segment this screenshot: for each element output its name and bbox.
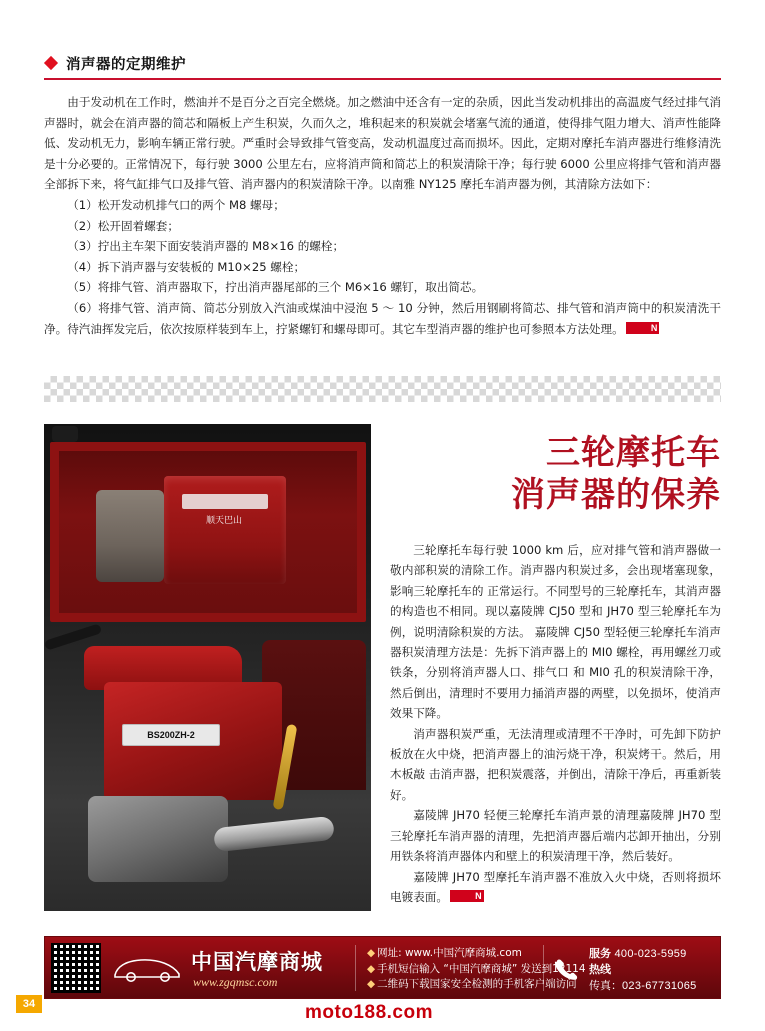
mirror: [52, 426, 78, 442]
banner-divider: [543, 945, 544, 991]
service-label-2: 热线: [589, 963, 611, 976]
bullet-icon: ◆: [367, 962, 376, 975]
service-label-1: 服务: [589, 947, 611, 960]
cargo-box: [164, 476, 286, 584]
paragraph: （4）拆下消声器与安装板的 M10×25 螺栓；: [67, 259, 306, 274]
bullet-icon: ◆: [367, 978, 376, 990]
fax-row: [589, 978, 697, 994]
paragraph: 三轮摩托车每行驶 1000 km 后，应对排气管和消声器做一敬内部积炭的清除工作。消声器内积炭过多，会出现堵塞现象，影响三轮摩托车的 正常运行。不同型号的三轮摩托车，其消声器的构造也不相同。现以嘉陵牌 CJ50 型和 JH70 型三轮摩托车为例，说明清除积炭的方法。 嘉陵牌 CJ50 型轻便三轮摩托车消声器积炭清理方法是：先拆下消声器上的 MI0 螺栓，再用螺丝刀或铁条，分别将消声器人口、排气口 和 MI0 孔的积炭清除干净，然后倒出，清理时不要用力捅消声器的两壁，以免损坏，使消声效果下降。: [390, 543, 721, 721]
fax-number: 023-67731065: [622, 980, 697, 992]
info-line-text: 网址: www.中国汽摩商城.com: [377, 947, 522, 959]
bullet-icon: ◆: [367, 947, 376, 959]
service-info: [589, 946, 697, 994]
article-headline: [388, 432, 721, 516]
qr-code-icon: [51, 943, 101, 993]
engine-block: [88, 796, 228, 882]
brand-badge: 顺天巴山: [205, 516, 242, 526]
right-article-body: [390, 540, 721, 907]
banner-divider: [355, 945, 356, 991]
checker-divider: [44, 376, 721, 402]
car-icon: [111, 955, 183, 983]
service-phone: 400-023-5959: [614, 948, 687, 960]
top-article-body: [44, 92, 721, 339]
fax-label: 传真：: [589, 979, 622, 992]
cargo-box-label: [182, 494, 268, 509]
paragraph: 消声器积炭严重，无法清理或清理不干净时，可先卸下防护板放在火中烧，把消声器上的油污烧干净，积炭烤干。然后，用木板敲 击消声器，把积炭震落，并倒出，清除干净后，再重新装好。: [390, 726, 721, 802]
phone-icon: [553, 957, 579, 981]
fuel-tank: [96, 490, 164, 582]
model-plate: BS200ZH-2: [122, 724, 220, 746]
paragraph-text: （6）将排气管、消声筒、简芯分别放入汽油或煤油中浸泡 5 ～ 10 分钟，然后用钢刷将简芯、排气管和消声筒中的积炭清洗干净。待汽油挥发完后，依次按原样装到车上，拧紧螺钉和螺母即可。其它车型消声器的维护也可参照本方法处理。: [44, 300, 721, 336]
info-line-text: 手机短信输入 “中国汽摩商城” 发送到12114: [377, 962, 586, 975]
paragraph-text: 嘉陵牌 JH70 型摩托车消声器不准放入火中烧，否则将损坏电镀表面。: [390, 869, 721, 904]
page-number: 34: [16, 995, 42, 1013]
motorcycle-photo: [44, 424, 371, 911]
brand-name: 中国汽摩商城: [191, 950, 323, 974]
brand-url[interactable]: www.zgqmsc.com: [193, 975, 278, 989]
diamond-bullet-icon: [44, 56, 58, 70]
end-mark-badge: N: [450, 890, 484, 902]
paragraph: 嘉陵牌 JH70 轻便三轮摩托车消声景的清理嘉陵牌 JH70 型三轮摩托车消声器的清理，先把消声器后端内芯卸开抽出，分别用铁条将消声器体内和壁上的积炭清理干净，然后装好。: [390, 808, 721, 864]
paragraph: 由于发动机在工作时，燃油并不是百分之百完全燃烧。加之燃油中还含有一定的杂质，因此当发动机排出的高温废气经过排气消声器时，就会在消声器的简芯和隔板上产生积炭，久而久之，堆积起来的积炭就会堵塞气流的通道，使得排气阻力增大、消声性能降低、发动机无力，影响车辆正常行驶。严重时会导致排气管变高，发动机温度过高而损坏。因此，定期对摩托车消声器进行维修清洗是十分必要的。正常情况下，每行驶 3000 公里左右，应将消声筒和简芯上的积炭清除干净；每行驶 6000 公里应将排气管和消声器全部拆下来，将气缸排气口及排气管、消声器内的积炭清除干净。以南雅 NY125 摩托车消声器为例，其清除方法如下：: [44, 95, 721, 192]
service-hotline-row: [589, 962, 697, 978]
site-watermark: moto188.com: [305, 1002, 433, 1023]
paragraph: （3）拧出主车架下面安装消声器的 M8×16 的螺栓；: [67, 239, 345, 254]
section-header: [44, 52, 721, 80]
paragraph: （5）将排气管、消声器取下，拧出消声器尾部的三个 M6×16 螺钉，取出简芯。: [67, 280, 484, 295]
paragraph: （2）松开固着螺套；: [67, 218, 179, 233]
headline-line-1: 三轮摩托车: [546, 433, 721, 473]
bottom-ad-banner: [44, 936, 721, 999]
paragraph-with-endmark: [44, 298, 721, 339]
section-title: 消声器的定期维护: [66, 57, 186, 73]
headline-line-2: 消声器的保养: [511, 475, 721, 515]
service-phone-row: [589, 946, 697, 962]
end-mark-badge: N: [626, 322, 660, 334]
info-line-text: 二维码下载国家安全检测的手机客户端访问: [377, 978, 577, 990]
paragraph: （1）松开发动机排气口的两个 M8 螺母；: [67, 197, 285, 212]
paragraph-with-endmark: [390, 867, 721, 908]
